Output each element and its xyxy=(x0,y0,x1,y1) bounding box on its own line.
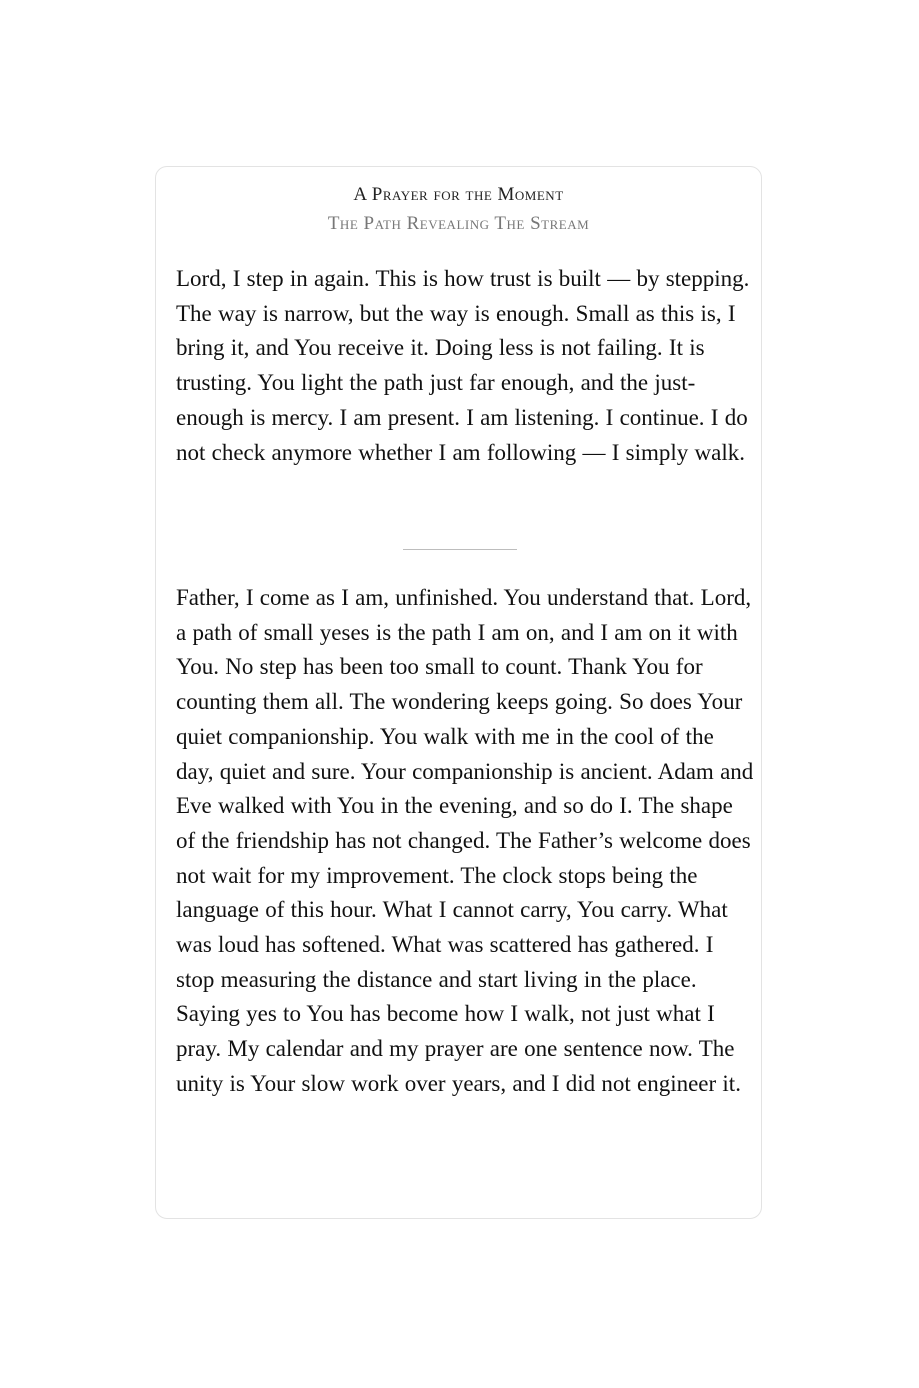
card-subtitle: The Path Revealing The Stream xyxy=(327,213,590,234)
prayer-paragraph-2: Father, I come as I am, unfinished. You understand that. Lord, a path of small yeses is the path I am on, and I am on it with You. No step has been too small to count. Thank You for counting them all. The wondering keeps going. So does Your quiet companionship. You walk with me in the cool of the day, quiet and sure. Your companionship is ancient. Adam and Eve walked with You in the evening, and so do I. The shape of the friendship has not changed. The Father’s welcome does not wait for my improvement. The clock stops being the language of this hour. What I cannot carry, You carry. What was loud has softened. What was scattered has gathered. I stop measuring the distance and start living in the place. Saying yes to You has become how I walk, not just what I pray. My calendar and my prayer are one sentence now. The unity is Your slow work over years, and I did not engineer it. xyxy=(176,585,754,1096)
prayer-card xyxy=(155,166,762,1219)
section-divider xyxy=(403,549,517,550)
prayer-paragraph-1: Lord, I step in again. This is how trust is built — by stepping. The way is narrow, but the way is enough. Small as this is, I bring it, and You receive it. Doing less is not failing. It is trusting. You light the path just far enough, and the just-enough is mercy. I am present. I am listening. I continue. I do not check anymore whether I am following — I simply walk. xyxy=(176,266,750,465)
card-title: A Prayer for the Moment xyxy=(353,184,564,205)
